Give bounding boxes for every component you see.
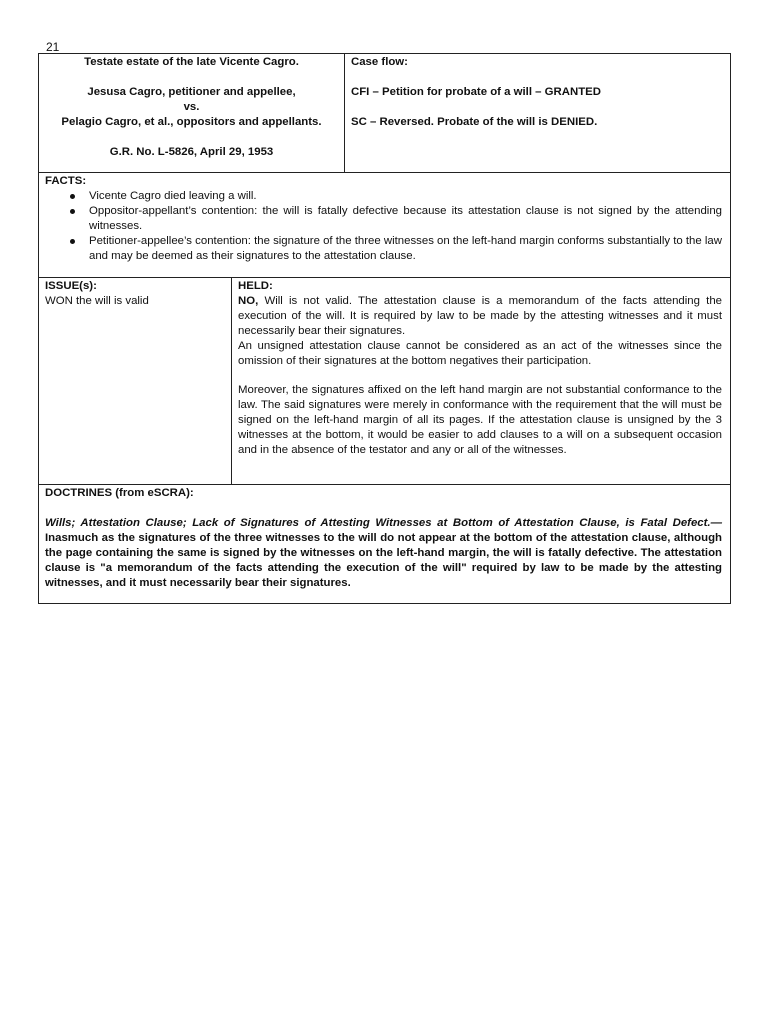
held-paragraph-1 <box>238 294 722 339</box>
issue-label: ISSUE(s): <box>45 280 97 292</box>
party-oppositor: Pelagio Cagro, et al., oppositors and appellants. <box>61 115 322 128</box>
issue-section <box>39 278 232 484</box>
caption-row <box>39 54 730 173</box>
held-paragraph-2: An unsigned attestation clause cannot be considered as an act of the witnesses since the omission of their signatures at the bottom negatives their participation. <box>238 339 722 367</box>
facts-section <box>39 173 730 277</box>
fact-item: Vicente Cagro died leaving a will. <box>45 189 722 204</box>
case-title: Testate estate of the late Vicente Cagro. <box>84 56 299 68</box>
facts-list <box>45 189 722 264</box>
doctrines-label: DOCTRINES (from eSCRA): <box>45 487 194 499</box>
issue-text: WON the will is valid <box>45 294 149 307</box>
versus: vs. <box>183 100 200 113</box>
case-caption <box>39 54 345 172</box>
case-flow-label: Case flow: <box>351 56 408 68</box>
doctrine-text <box>45 516 722 591</box>
facts-row <box>39 173 730 278</box>
fact-item: Oppositor-appellant’s contention: the will is fatally defective because its attestation clause is not signed by the attending witnesses. <box>45 204 722 234</box>
case-flow <box>345 54 730 172</box>
gr-number: G.R. No. L-5826, April 29, 1953 <box>109 145 274 158</box>
doctrine-heading: Wills; Attestation Clause; Lack of Signatures of Attesting Witnesses at Bottom of Attestation Clause, is Fatal Defect.— <box>45 516 722 529</box>
fact-item: Petitioner-appellee’s contention: the signature of the three witnesses on the left-hand margin conforms substantially to the law and may be deemed as their signatures to the attestation clause. <box>45 234 722 264</box>
held-label: HELD: <box>238 280 273 292</box>
held-p1-text: Will is not valid. The attestation clause is a memorandum of the facts attending the execution of the will. It is required by law to be made by the attesting witnesses and it must necessarily bear their signatures. <box>238 294 722 337</box>
issue-held-row <box>39 278 730 485</box>
doctrines-row <box>39 485 730 603</box>
doctrines-section <box>39 485 730 603</box>
held-section <box>232 278 730 484</box>
page-number: 21 <box>46 40 60 54</box>
case-flow-sc: SC – Reversed. Probate of the will is DENIED. <box>351 115 598 128</box>
case-digest-table <box>38 53 731 604</box>
held-lead: NO, <box>238 294 259 307</box>
party-petitioner: Jesusa Cagro, petitioner and appellee, <box>87 85 296 98</box>
case-flow-cfi: CFI – Petition for probate of a will – GRANTED <box>351 85 601 98</box>
facts-label: FACTS: <box>45 175 87 187</box>
doctrine-body: Inasmuch as the signatures of the three witnesses to the will do not appear at the bottom of the attestation clause, although the page containing the same is signed by the witnesses on the left-hand margin, the will is fatally defective. The attestation clause is "a memorandum of the facts attending the execution of the will" required by law to be made by the attesting witnesses, and it must necessarily bear their signatures. <box>45 531 722 589</box>
held-paragraph-3: Moreover, the signatures affixed on the left hand margin are not substantial conformance to the law. The said signatures were merely in conformance with the requirement that the will must be signed on the left-hand margin of all its pages. If the attestation clause is unsigned by the 3 witnesses at the bottom, it would be easier to add clauses to a will on a subsequent occasion and in the absence of the testator and any or all of the witnesses. <box>238 384 722 457</box>
